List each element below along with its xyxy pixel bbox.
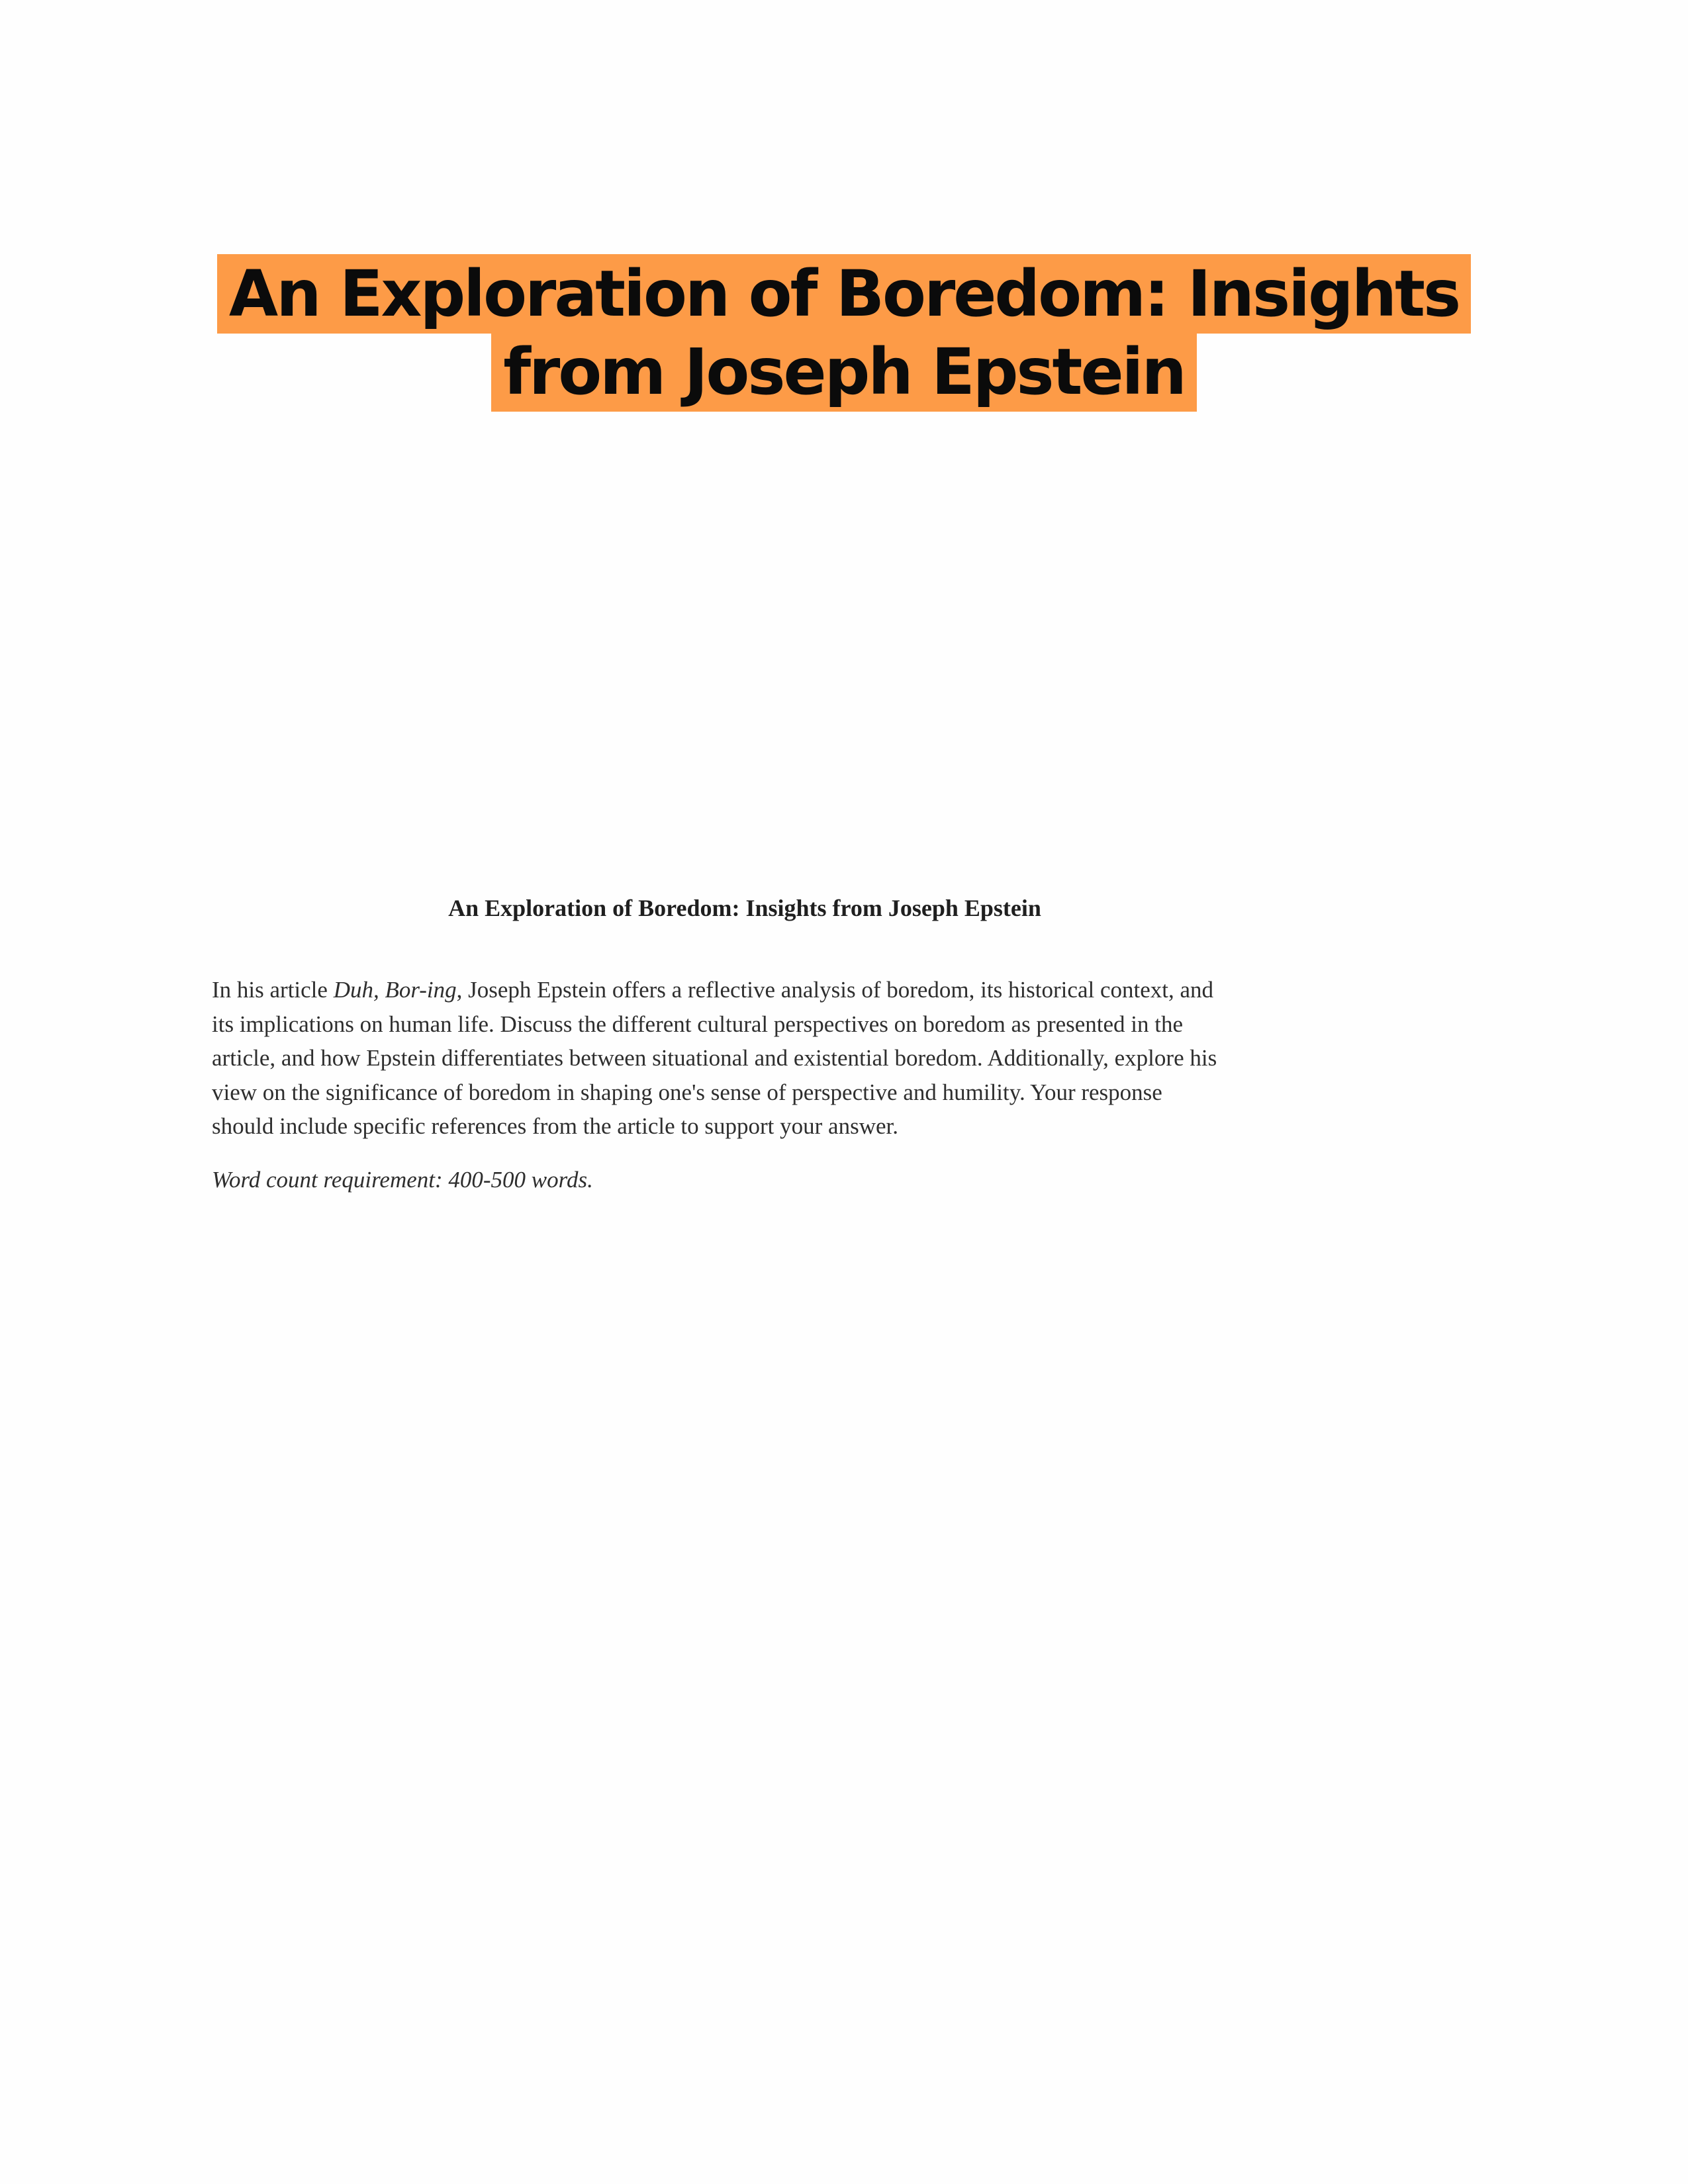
page-title: An Exploration of Boredom: Insights from Joseph Epstein	[217, 254, 1471, 412]
hero-title-block	[182, 255, 1506, 411]
document-paragraph	[212, 973, 1225, 1144]
article-title: Duh, Bor-ing	[333, 977, 457, 1003]
paragraph-rest: , Joseph Epstein offers a reflective analysis of boredom, its historical context, and its implications on human life. Discuss the different cultural perspectives on boredom as presented in the article, and how Epstein differentiates between situational and existential boredom. Additionally, explore his view on the significance of boredom in shaping one's sense of perspective and humility. Your response should include specific references from the article to support your answer.	[212, 977, 1217, 1139]
paragraph-intro: In his article	[212, 977, 334, 1003]
hero-title-section	[0, 255, 1688, 411]
document-excerpt	[212, 893, 1244, 1197]
word-count-note: Word count requirement: 400-500 words.	[212, 1166, 593, 1193]
document-title: An Exploration of Boredom: Insights from Joseph Epstein	[448, 895, 1041, 921]
